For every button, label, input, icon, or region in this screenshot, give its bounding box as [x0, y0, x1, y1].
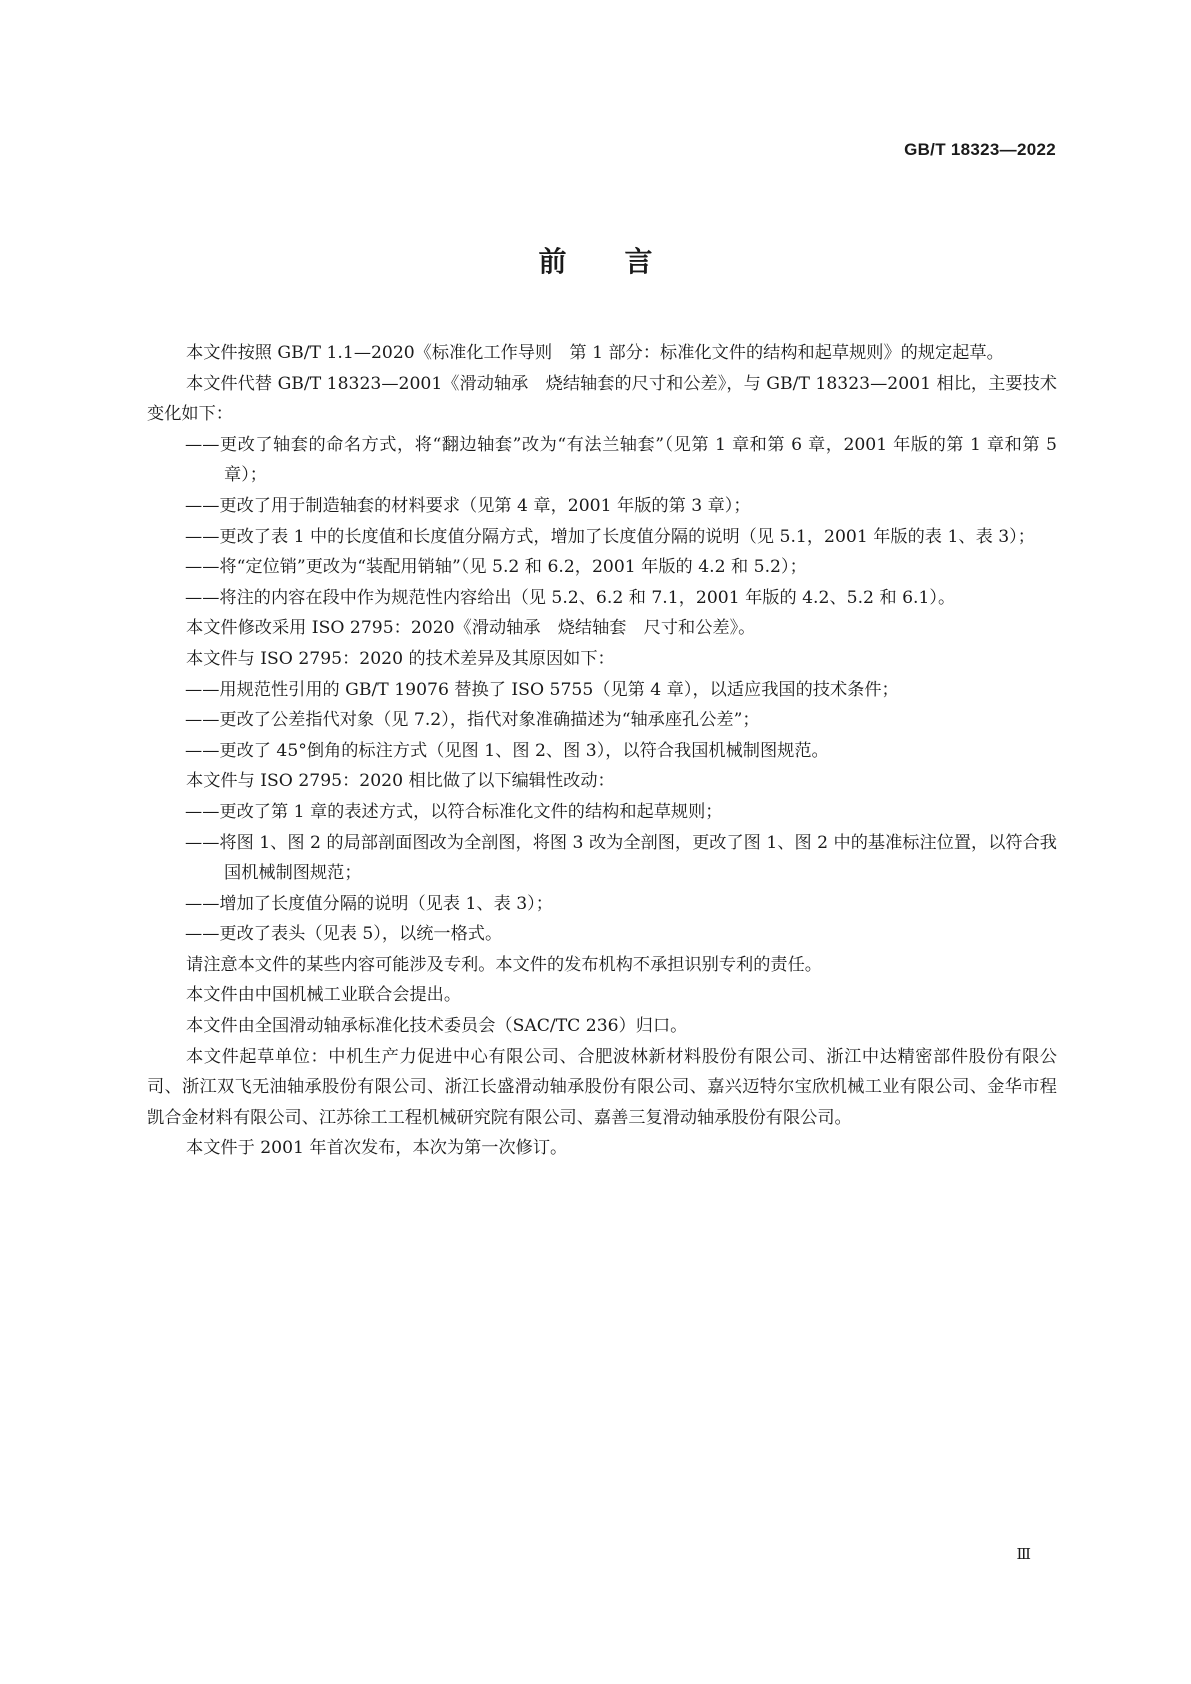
- paragraph: 本文件修改采用 ISO 2795：2020《滑动轴承 烧结轴套 尺寸和公差》。: [186, 618, 756, 639]
- paragraph: 本文件起草单位：中机生产力促进中心有限公司、合肥波林新材料股份有限公司、浙江中达精密部件股份有限公司、浙江双飞无油轴承股份有限公司、浙江长盛滑动轴承股份有限公司、嘉兴迈特尔宝欣机械工业有限公司、金华市程凯合金材料有限公司、江苏徐工工程机械研究院有限公司、嘉善三复滑动轴承股份有限公司。: [147, 1046, 1057, 1128]
- list-item: ——将“定位销”更改为“装配用销轴”（见 5.2 和 6.2，2001 年版的 4.2 和 5.2）；: [185, 557, 807, 578]
- paragraph: 本文件与 ISO 2795：2020 的技术差异及其原因如下：: [186, 648, 615, 669]
- paragraph: 本文件由中国机械工业联合会提出。: [186, 985, 462, 1006]
- list-item: ——更改了表头（见表 5），以统一格式。: [185, 924, 503, 945]
- paragraph: 本文件代替 GB/T 18323—2001《滑动轴承 烧结轴套的尺寸和公差》，与 GB/T 18323—2001 相比，主要技术变化如下：: [147, 373, 1057, 425]
- list-item: ——将注的内容在段中作为规范性内容给出（见 5.2、6.2 和 7.1，2001 年版的 4.2、5.2 和 6.1）。: [185, 587, 956, 608]
- paragraph: 本文件由全国滑动轴承标准化技术委员会（SAC/TC 236）归口。: [186, 1016, 688, 1037]
- list-item: ——增加了长度值分隔的说明（见表 1、表 3）；: [185, 893, 553, 914]
- list-item: ——更改了表 1 中的长度值和长度值分隔方式，增加了长度值分隔的说明（见 5.1，2001 年版的表 1、表 3）；: [185, 526, 1035, 547]
- paragraph: 本文件与 ISO 2795：2020 相比做了以下编辑性改动：: [186, 771, 615, 792]
- list-item: ——更改了 45°倒角的标注方式（见图 1、图 2、图 3），以符合我国机械制图规范。: [185, 740, 829, 761]
- foreword-body: [147, 338, 1057, 1164]
- list-item: ——更改了轴套的命名方式，将“翻边轴套”改为“有法兰轴套”（见第 1 章和第 6 章，2001 年版的第 1 章和第 5 章）；: [185, 434, 1057, 486]
- list-item: ——更改了用于制造轴套的材料要求（见第 4 章，2001 年版的第 3 章）；: [185, 495, 751, 516]
- list-item: ——更改了公差指代对象（见 7.2），指代对象准确描述为“轴承座孔公差”；: [185, 710, 760, 731]
- paragraph: 本文件按照 GB/T 1.1—2020《标准化工作导则 第 1 部分：标准化文件的结构和起草规则》的规定起草。: [186, 343, 1004, 363]
- paragraph: 本文件于 2001 年首次发布，本次为第一次修订。: [186, 1138, 568, 1159]
- page-number: Ⅲ: [1016, 1545, 1031, 1563]
- paragraph: 请注意本文件的某些内容可能涉及专利。本文件的发布机构不承担识别专利的责任。: [186, 954, 822, 975]
- standard-number: GB/T 18323—2022: [904, 140, 1056, 159]
- list-item: ——更改了第 1 章的表述方式，以符合标准化文件的结构和起草规则；: [185, 801, 723, 822]
- page-title: 前言: [538, 245, 711, 278]
- list-item: ——将图 1、图 2 的局部剖面图改为全剖图，将图 3 改为全剖图，更改了图 1、图 2 中的基准标注位置，以符合我国机械制图规范；: [185, 832, 1057, 884]
- list-item: ——用规范性引用的 GB/T 19076 替换了 ISO 5755（见第 4 章），以适应我国的技术条件；: [185, 679, 899, 700]
